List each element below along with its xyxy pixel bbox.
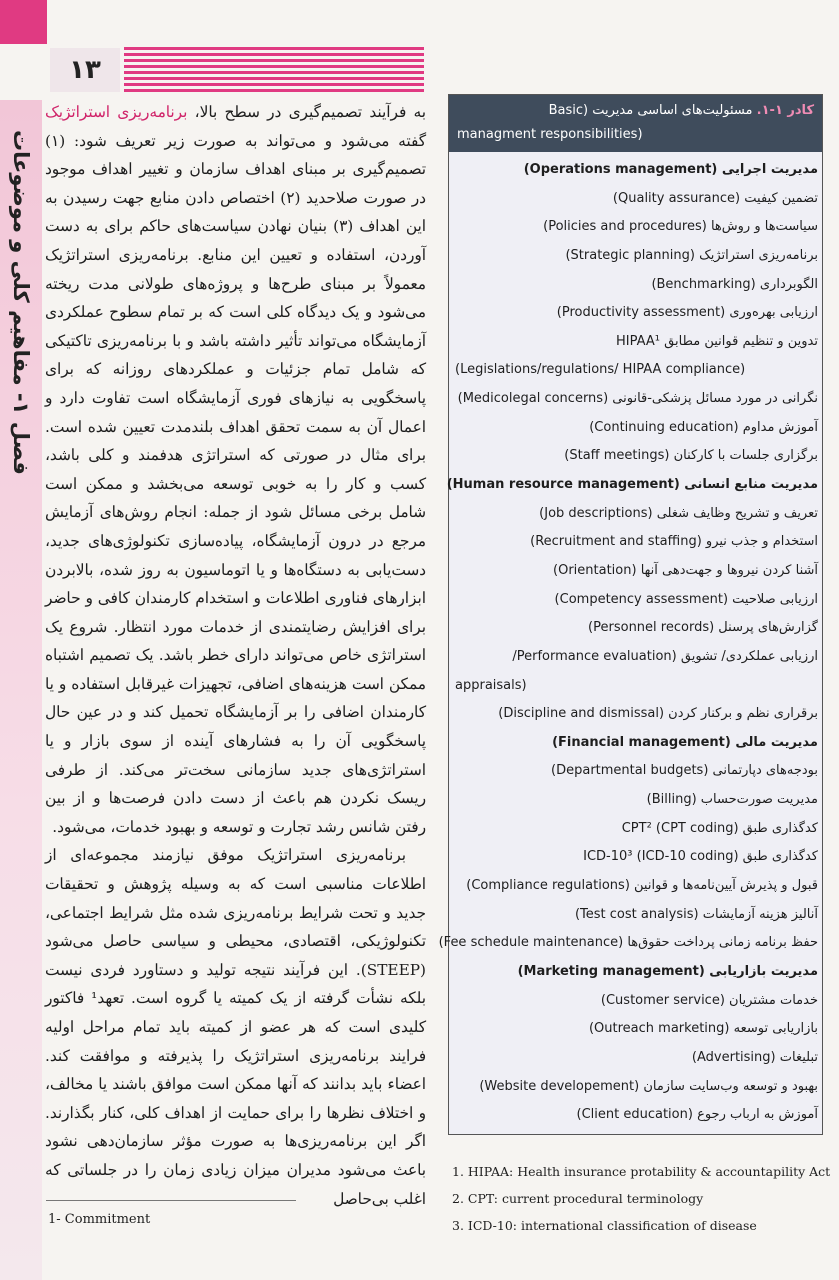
corner-tab: [0, 0, 47, 44]
box-title: مسئولیت‌های اساسی مدیریت (Basic: [548, 103, 757, 118]
page-number: ۱۳: [50, 48, 120, 92]
box-row: کدگذاری طبق ICD-10³ (ICD-10 coding): [583, 849, 818, 865]
paragraph-2: برنامه‌ریزی استراتژیک موفق نیازمند مجموعه‌ای از اطلاعات مناسبی است که به وسیله پژوهش و تحقیقات جدید و تحت شرایط برنامه‌ریزی شده مثل شرایط اجتماعی، تکنولوژیکی، اقتصادی، محیطی و سیاسی حاصل می‌شود (STEEP). این فرآیند نتیجه تولید و دستاورد فردی نیست بلکه نشأت گرفته از یک کمیته یا گروه است. تعهد¹ فاکتور کلیدی است که هر عضو از کمیته باید تمام مراحل اولیه فرایند برنامه‌ریزی استراتژیک را پذیرفته و موافقت کند. اعضاء باید بدانند که آنها ممکن است موافق باشند یا مخالف، و اختلاف نظرها را برای حمایت از اهداف کلی، کنار بگذارند. اگر این برنامه‌ریزی‌ها به صورت مؤثر سازمان‌دهی نشود باعث می‌شود مدیران میزان زیادی زمان را در جلساتی که اغلب بی‌حاصل: [45, 846, 426, 1208]
box-row: مدیریت صورت‌حساب (Billing): [646, 792, 818, 808]
box-header: [449, 95, 822, 152]
box-row: استخدام و جذب نیرو (Recruitment and staffing): [530, 534, 818, 550]
box-section-heading: مدیریت بازاریابی (Marketing management): [517, 963, 818, 979]
box-footnote: 1. HIPAA: Health insurance protability & accountapility Act: [452, 1164, 831, 1179]
box-row: ارزیابی صلاحیت (Competency assessment): [554, 591, 818, 607]
box-row: تبلیغات (Advertising): [691, 1049, 818, 1065]
box-row: ارزیابی عملکردی/ تشویق (Performance evaluation/: [512, 648, 818, 664]
key-term: برنامه‌ریزی استراتژیک: [45, 103, 188, 121]
box-row: تضمین کیفیت (Quality assurance): [612, 190, 818, 206]
box-row: کدگذاری طبق CPT² (CPT coding): [621, 820, 818, 836]
box-row: برگزاری جلسات با کارکنان (Staff meetings): [564, 448, 818, 464]
box-row: بودجه‌های دپارتمانی (Departmental budgets): [551, 763, 818, 779]
main-text: [45, 98, 426, 1213]
box-row: گزارش‌های پرسنل (Personnel records): [588, 620, 818, 636]
box-row: appraisals): [455, 677, 527, 693]
box-label: کادر ۱-۱.: [756, 103, 814, 118]
responsibilities-box: [438, 94, 823, 1135]
box-row: بهبود و توسعه وب‌سایت سازمان (Website developement): [479, 1078, 818, 1094]
box-row: خدمات مشتریان (Customer service): [600, 992, 818, 1008]
box-row: الگوبرداری (Benchmarking): [651, 276, 818, 292]
box-row: حفظ برنامه زمانی پرداخت حقوق‌ها (Fee schedule maintenance): [438, 935, 818, 951]
box-footnote: 3. ICD-10: international classification of disease: [452, 1218, 757, 1233]
box-row: (Legislations/regulations/ HIPAA compliance): [455, 362, 746, 378]
box-row: تدوین و تنظیم قوانین مطابق HIPAA¹: [616, 333, 818, 349]
box-row: آشنا کردن نیروها و جهت‌دهی آنها (Orientation): [553, 562, 818, 578]
intro-text: به فرآیند تصمیم‌گیری در سطح بالا،: [187, 103, 427, 121]
box-row: سیاست‌ها و روش‌ها (Policies and procedures): [543, 219, 818, 235]
box-row: تعریف و تشریح وظایف شغلی (Job descriptions): [539, 505, 818, 521]
box-footnotes: [452, 1158, 830, 1239]
box-section-heading: مدیریت مالی (Financial management): [552, 734, 818, 750]
box-rows: [438, 152, 822, 1134]
header-stripes: [124, 47, 424, 93]
box-row: ارزیابی بهره‌وری (Productivity assessment): [556, 305, 818, 321]
box-footnote: 2. CPT: current procedural terminology: [452, 1191, 704, 1206]
box-row: آموزش مداوم (Continuing education): [589, 419, 818, 435]
footnote-rule: [46, 1200, 296, 1201]
box-row: نگرانی در مورد مسائل پزشکی-قانونی (Medicolegal concerns): [457, 391, 818, 407]
box-row: بازاریابی توسعه (Outreach marketing): [588, 1021, 818, 1037]
footnote: 1- Commitment: [48, 1212, 151, 1227]
box-row: برقراری نظم و برکنار کردن (Discipline and dismissal): [498, 706, 818, 722]
box-section-heading: مدیریت اجرایی (Operations management): [523, 162, 818, 177]
paragraph-1: [45, 98, 426, 841]
paragraph-1-body: گفته می‌شود و می‌تواند به صورت زیر تعریف شود: (۱) تصمیم‌گیری بر مبنای اهداف سازمان و تغییر اهداف موجود در صورت صلاحدید (۲) اختصاص دادن منابع جهت رسیدن به این اهداف (۳) بنیان نهادن سیاست‌های حاکم برای به دست آوردن، استفاده و تعیین این منابع. برنامه‌ریزی استراتژیک معمولاً بر مبنای طرح‌ها و پروژه‌های طولانی مدت ریخته می‌شود و یک دیدگاه کلی است که بر تمام سطوح عملکردی آزمایشگاه می‌تواند تأثیر داشته باشد و با برنامه‌ریزی تاکتیکی که شامل تمام جزئیات و عملکردهای روزانه که برای پاسخگویی به نیازهای فوری آزمایشگاه است تفاوت دارد و اعمال آن به سمت تحقق اهداف بلندمدت تعیین شده است. برای مثال در صورتی که استراتژی هدفمند و کلی باشد، کسب و کار را به خوبی توسعه می‌بخشد و ممکن است شامل برخی مسائل شود از جمله: انجام روش‌های آزمایش مرجع در درون آزمایشگاه، پیاده‌سازی تکنولوژی‌های جدید، دست‌یابی به دستگاه‌ها و یا اتوماسیون به روز شده، بالابردن ابزارهای فناوری اطلاعات و استخدام کارمندان کافی و حاضر برای افزایش رضایتمندی از خدمات مورد انتظار. شروع یک استراتژی خاص می‌تواند دارای خطر باشد. یک تصمیم اشتباه ممکن است هزینه‌های اضافی، تجهیزات غیرقابل استفاده و یا کارمندان اضافی را بر آزمایشگاه تحمیل کند و در عین حال پاسخگویی آن را به فشارهای آینده از سوی بازار و یا استراتژی‌های جدید سازمانی سخت‌تر می‌کند. از طرفی ریسک نکردن هم باعث از دست دادن فرصت‌ها و از بین رفتن شانس رشد تجارت و توسعه و بهبود خدمات، می‌شود.: [45, 131, 426, 836]
box-row: آموزش به ارباب رجوع (Client education): [576, 1107, 818, 1123]
chapter-title: فصل ۱- مفاهیم کلی و موضوعات: [9, 129, 33, 475]
box-section-heading: مدیریت منابع انسانی (Human resource management): [446, 477, 818, 493]
box-row: برنامه‌ریزی استراتژیک (Strategic planning): [565, 247, 818, 263]
box-title-cont: managment responsibilities): [457, 127, 643, 142]
box-row: آنالیز هزینه آزمایشات (Test cost analysis): [574, 906, 818, 922]
box-row: قبول و پذیرش آیین‌نامه‌ها و قوانین (Compliance regulations): [466, 878, 818, 894]
